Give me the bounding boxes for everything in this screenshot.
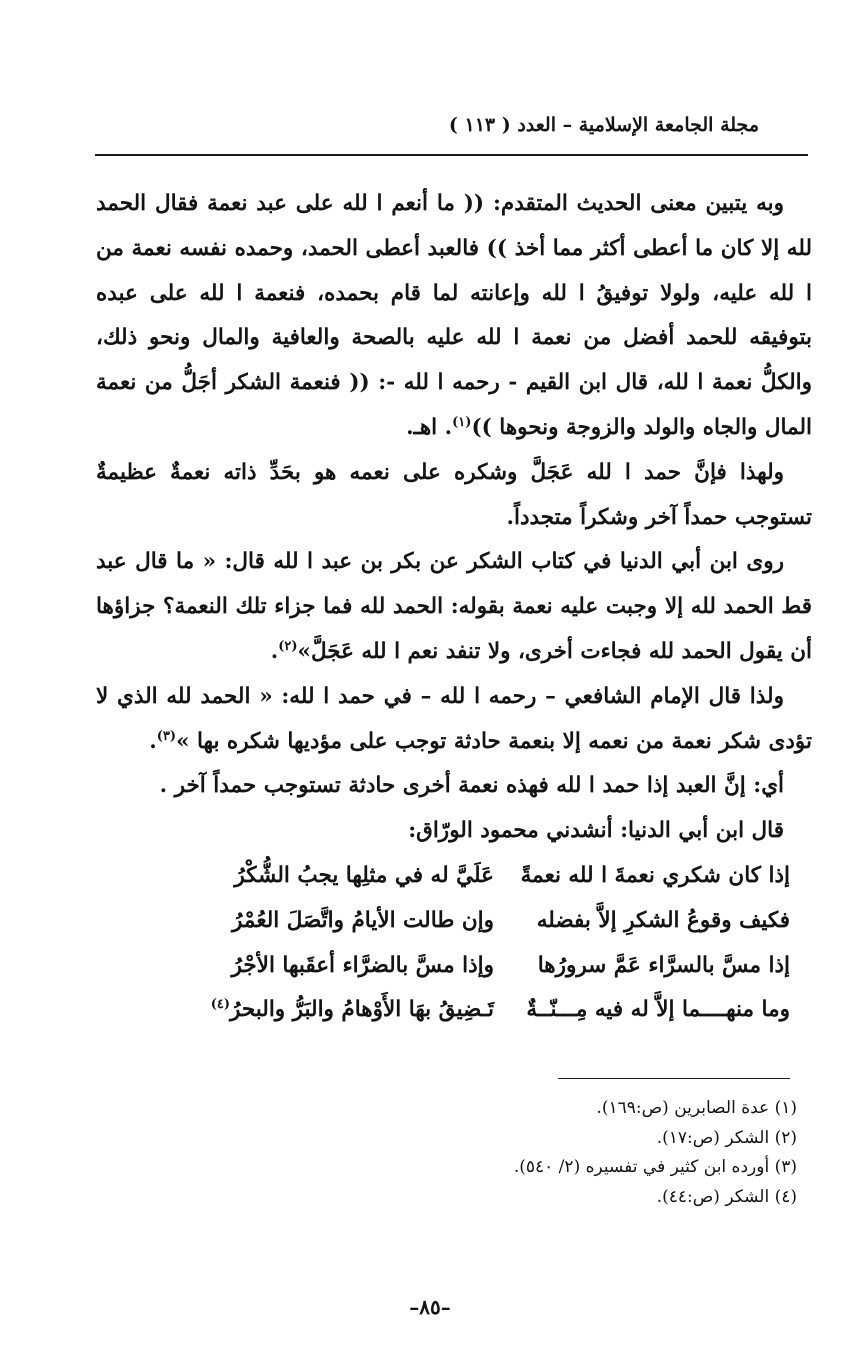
poem-verse-2 [96,899,790,944]
verse-second-hemistich: وإن طالت الأيامُ واتَّصَلَ العُمْرُ [232,907,494,933]
poem-verse-4 [96,988,790,1033]
verse-first-hemistich: فكيف وقوعُ الشكرِ إلاَّ بفضله [536,907,790,933]
footnote-ref-3: (٣) [156,728,177,744]
footnote-rule [558,1078,790,1079]
paragraph-1: وبه يتبين معنى الحديث المتقدم: (( ما أنعم ا لله على عبد نعمة فقال الحمد لله إلا كان ما أعطى أكثر مما أخذ )) فالعبد أعطى الحمد، وحمده نفسه نعمة من ا لله عليه، ولولا توفيقُ ا لله وإعانته لما قام بحمده، فنعمة ا لله على عبده بتوفيقه للحمد أفضل من نعمة ا لله عليه بالصحة والعافية والمال ونحو ذلك، والكلُّ نعمة ا لله، قال ابن القيم - رحمه ا لله -: (( فنعمة الشكر أجَلُّ من نعمة المال والجاه والولد والزوجة ونحوها ))$^{(١)}$. اهـ. [96,191,812,440]
footnote-3: (٣) أورده ابن كثير في تفسيره (٢/ ٥٤٠). [513,1157,797,1177]
footnote-ref-2: (٢) [278,638,298,654]
paragraph-2: ولهذا فإنَّ حمد ا لله عَجَلَّ وشكره على نعمه هو بحَدِّ ذاته نعمةٌ عظيمةٌ تستوجب حمداً آخر وشكراً متجدداً. [96,459,812,530]
verse-second-hemistich: عَلَيَّ له في مثلِها يجبُ الشُّكْرُ [234,862,494,888]
paragraph-5: أي: إنَّ العبد إذا حمد ا لله فهذه نعمة أخرى حادثة تستوجب حمداً آخر . [159,773,784,799]
paragraph-4: ولذا قال الإمام الشافعي – رحمه ا لله – في حمد ا لله: « الحمد لله الذي لا تؤدى شكر نعمة من نعمه إلا بنعمة حادثة توجب على مؤديها شكره بها »$^{(٣)}$. [96,683,812,754]
page-number: –٨٥– [409,1295,451,1319]
footnotes [297,1094,797,1212]
footnote-1: (١) عدة الصابرين (ص:١٦٩). [596,1098,797,1118]
paragraph-6: قال ابن أبي الدنيا: أنشدني محمود الورّاق: [408,818,784,844]
poem [96,854,812,1033]
footnote-ref-1: (١) [452,414,472,430]
verse-first-hemistich: إذا مسَّ بالسرَّاء عَمَّ سرورُها [537,952,790,978]
header-rule [95,154,808,156]
poem-verse-3 [96,944,790,989]
paragraph-3: روى ابن أبي الدنيا في كتاب الشكر عن بكر بن عبد ا لله قال: « ما قال عبد قط الحمد لله إلا وجبت عليه نعمة بقوله: الحمد لله فما جزاء تلك النعمة؟ جزاؤها أن يقول الحمد لله فجاءت أخرى، ولا تنفد نعم ا لله عَجَلَّ»$^{(٢)}$. [96,549,812,664]
footnote-4: (٤) الشكر (ص:٤٤). [656,1186,797,1207]
footnote-ref-4: (٤) [210,997,231,1013]
body-text [96,182,812,1033]
running-header: مجلة الجامعة الإسلامية – العدد ( ١١٣ ) [448,114,759,136]
verse-first-hemistich: وما منهــــما إلاَّ له فيه مِـــنّــةٌ [526,997,790,1023]
footnote-2: (٢) الشكر (ص:١٧). [656,1127,797,1148]
verse-second-hemistich: تَـضِيقُ بهَا الأَوْهامُ والبَرُّ والبحرُ$^{(٤)}$ [210,997,494,1023]
verse-first-hemistich: إذا كان شكري نعمةَ ا لله نعمةً [520,862,790,888]
verse-second-hemistich: وإذا مسَّ بالضرَّاء أعقَبها الأجْرُ [231,952,494,978]
poem-verse-1 [96,854,790,899]
